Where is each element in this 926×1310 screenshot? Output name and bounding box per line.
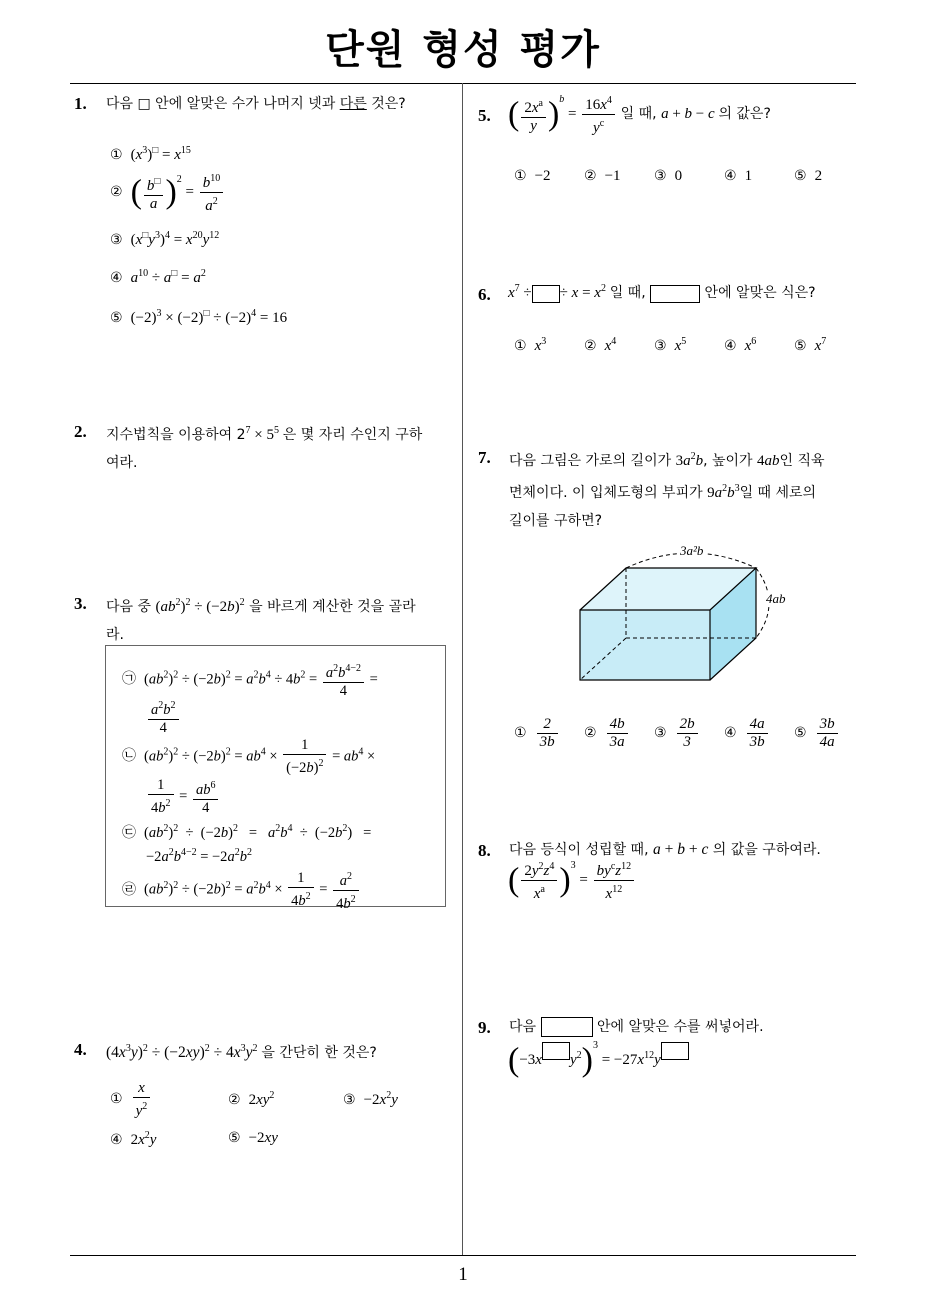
question-9-text: 다음 안에 알맞은 수를 써넣어라. bbox=[509, 1019, 764, 1035]
option[interactable]: ① $x^3$ bbox=[514, 336, 547, 354]
option[interactable]: ⑤ $(-2)^3 \times (-2)^□ \div (-2)^4 = 16$ bbox=[110, 308, 288, 326]
option[interactable]: ① $\frac{2}{3b}$ bbox=[514, 716, 560, 751]
option[interactable]: ③ $x^5$ bbox=[654, 336, 687, 354]
figure-label-side: 4ab bbox=[766, 591, 786, 606]
question-number: 5. bbox=[478, 106, 491, 125]
question-4-text: $(4x^3y)^2 \div (-2xy)^2 \div 4x^3y^2$ 을 간단히 한 것은? bbox=[106, 1043, 377, 1062]
option[interactable]: ③ $(x^□y^3)^4 = x^{20}y^{12}$ bbox=[110, 230, 220, 248]
choice-item[interactable]: ㉣ $(ab^2)^2 \div (-2b)^2 = a^2b^4$ × $\frac{1}{4b^2}$ = $\frac{a^2}{4b^2}$ bbox=[122, 868, 361, 913]
choice-item-cont: $\frac{1}{4b^2}$ = $\frac{ab^6}{4}$ bbox=[146, 777, 220, 817]
choice-item-cont: $-2a^2b^{4-2} = -2a^2b^2$ bbox=[146, 847, 252, 865]
question-number: 6. bbox=[478, 285, 491, 304]
column-divider bbox=[462, 83, 463, 1256]
question-7-text: 다음 그림은 가로의 길이가 $3a^2b$, 높이가 4ab인 직육 면체이다. 이 입체도형의 부피가 $9a^2b^3$일 때 세로의 길이를 구하면? bbox=[509, 451, 825, 529]
option[interactable]: ② $2xy^2$ bbox=[228, 1090, 275, 1108]
option[interactable]: ① −2 bbox=[514, 168, 551, 184]
option[interactable]: ② $x^4$ bbox=[584, 336, 617, 354]
choice-item[interactable]: ㉠ $(ab^2)^2 \div (-2b)^2 = a^2b^4 \div 4b^2$ = $\frac{a^2b^{4-2}}{4}$ = bbox=[122, 660, 378, 700]
option[interactable]: ④ $2x^2y$ bbox=[110, 1130, 157, 1148]
question-1-text: 다음 □ 안에 알맞은 수가 나머지 넷과 다른 것은? bbox=[106, 96, 406, 112]
option[interactable]: ① $(x^3)^□ = x^{15}$ bbox=[110, 145, 191, 163]
choice-item[interactable]: ㉢ $(ab^2)^2 \div (-2b)^2 = a^2b^4 \div (-2b^2)$ = bbox=[122, 823, 372, 841]
choice-item-cont: $\frac{a^2b^2}{4}$ bbox=[146, 697, 181, 737]
question-number: 4. bbox=[74, 1040, 87, 1059]
question-8-text: 다음 등식이 성립할 때, a + b + c 의 값을 구하여라. bbox=[509, 841, 821, 858]
question-9-equation: (−3x $y^2)^3 = -27x^{12}y$ bbox=[508, 1040, 689, 1069]
question-3-text: 다음 중 $(ab^2)^2 \div (-2b)^2$ 을 바르게 계산한 것을 골라 라. bbox=[106, 597, 416, 643]
option[interactable]: ④ 1 bbox=[724, 168, 753, 184]
option[interactable]: ② $\frac{4b}{3a}$ bbox=[584, 716, 630, 751]
option[interactable]: ② −1 bbox=[584, 168, 621, 184]
question-6-text: $x^7$ ÷ ÷ $x = x^2$ 일 때, 안에 알맞은 식은? bbox=[508, 283, 816, 301]
page-number: 1 bbox=[458, 1264, 468, 1285]
question-2-text: 지수법칙을 이용하여 $2^7 \times 5^5$ 은 몇 자리 수인지 구하 여라. bbox=[106, 425, 423, 471]
option[interactable]: ③ $-2x^2y$ bbox=[343, 1090, 398, 1108]
question-5-text: ( $\frac{2x^a}{y}$ )$^b$ = $\frac{16x^4}{y^c}$ 일 때, a + b − c 의 값은? bbox=[508, 93, 771, 136]
question-number: 1. bbox=[74, 94, 87, 113]
option[interactable]: ① $\frac{x}{y^2}$ bbox=[110, 1080, 152, 1120]
figure-label-top: 3a²b bbox=[680, 543, 704, 558]
question-number: 8. bbox=[478, 841, 491, 860]
option[interactable]: ④ $x^6$ bbox=[724, 336, 757, 354]
cuboid-figure bbox=[570, 540, 810, 690]
question-number: 7. bbox=[478, 448, 491, 467]
option[interactable]: ② ( $\frac{b^□}{a}$ )$^2$ = $\frac{b^{10}}{a^2}$ bbox=[110, 170, 225, 215]
option[interactable]: ⑤ $\frac{3b}{4a}$ bbox=[794, 716, 840, 751]
question-number: 2. bbox=[74, 422, 87, 441]
option[interactable]: ③ $\frac{2b}{3}$ bbox=[654, 716, 700, 751]
option[interactable]: ⑤ −2xy bbox=[228, 1130, 278, 1146]
page-title: 단원 형성 평가 bbox=[325, 27, 601, 73]
option[interactable]: ⑤ 2 bbox=[794, 168, 823, 184]
question-8-equation: ( $\frac{2y^2z^4}{x^a}$ )$^3$ = $\frac{by^cz^{12}}{x^{12}}$ bbox=[508, 858, 636, 903]
option[interactable]: ④ $a^{10} \div a^□ = a^2$ bbox=[110, 268, 206, 286]
question-number: 3. bbox=[74, 594, 87, 613]
option[interactable]: ④ $\frac{4a}{3b}$ bbox=[724, 716, 770, 751]
top-rule bbox=[70, 83, 856, 84]
question-number: 9. bbox=[478, 1018, 491, 1037]
bottom-rule bbox=[70, 1255, 856, 1256]
choice-item[interactable]: ㉡ $(ab^2)^2 \div (-2b)^2 = ab^4$ × $\frac{1}{(-2b)^2}$ = $ab^4$ × bbox=[122, 737, 376, 776]
option[interactable]: ⑤ $x^7$ bbox=[794, 336, 827, 354]
option[interactable]: ③ 0 bbox=[654, 168, 683, 184]
